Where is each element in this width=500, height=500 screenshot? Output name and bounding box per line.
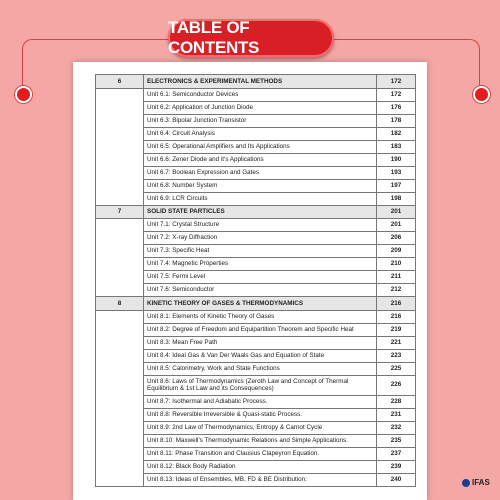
unit-page: 231 [377,408,416,421]
unit-row [96,284,416,297]
unit-row [96,140,416,153]
unit-row [96,323,416,336]
unit-row [96,310,416,323]
unit-page: 228 [377,395,416,408]
unit-page: 206 [377,232,416,245]
unit-page: 209 [377,245,416,258]
unit-page: 193 [377,166,416,179]
unit-row [96,375,416,395]
unit-title: Unit 8.6: Laws of Thermodynamics (Zeroth Law and Concept of Thermal Equilibrium & 1st Law and its Consequences) [144,375,377,395]
unit-page: 211 [377,271,416,284]
chapter-page: 201 [377,205,416,219]
chapter-page: 216 [377,297,416,311]
unit-page: 172 [377,88,416,101]
unit-title: Unit 6.1: Semiconductor Devices [144,88,377,101]
unit-page: 223 [377,349,416,362]
page-title: TABLE OF CONTENTS [168,18,260,57]
unit-page: 210 [377,258,416,271]
unit-title: Unit 7.6: Semiconductor [144,284,377,297]
unit-page: 176 [377,101,416,114]
unit-row [96,88,416,101]
unit-page: 190 [377,153,416,166]
unit-title: Unit 7.2: X-ray Diffraction [144,232,377,245]
unit-page: 178 [377,114,416,127]
unit-row [96,434,416,447]
unit-page: 201 [377,219,416,232]
unit-row [96,408,416,421]
chapter-title: SOLID STATE PARTICLES [144,205,377,219]
unit-row [96,179,416,192]
chapter-title: KINETIC THEORY OF GASES & THERMODYNAMICS [144,297,377,311]
unit-title: Unit 6.6: Zener Diode and it's Applications [144,153,377,166]
unit-title: Unit 8.12: Black Body Radiation [144,460,377,473]
unit-title: Unit 7.4: Magnetic Properties [144,258,377,271]
unit-row [96,127,416,140]
unit-title: Unit 8.4: Ideal Gas & Van Der Waals Gas and Equation of State [144,349,377,362]
unit-title: Unit 6.8: Number System [144,179,377,192]
unit-title: Unit 8.10: Maxwell's Thermodynamic Relations and Simple Applications. [144,434,377,447]
unit-page: 212 [377,284,416,297]
unit-row [96,473,416,486]
unit-page: 216 [377,310,416,323]
ifas-logo [462,478,490,487]
unit-row [96,101,416,114]
unit-title: Unit 6.9: LCR Circuits [144,192,377,205]
unit-page: 221 [377,336,416,349]
unit-page: 219 [377,323,416,336]
unit-title: Unit 7.1: Crystal Structure [144,219,377,232]
unit-title: Unit 8.9: 2nd Law of Thermodynamics, Entropy & Carnot Cycle [144,421,377,434]
contents-table [95,74,416,487]
unit-page: 232 [377,421,416,434]
chapter-spacer [96,88,144,205]
unit-title: Unit 8.13: Ideas of Ensembles, MB, FD & BE Distribution: [144,473,377,486]
unit-title: Unit 6.2: Application of Junction Diode [144,101,377,114]
unit-row [96,232,416,245]
unit-row [96,460,416,473]
unit-page: 183 [377,140,416,153]
unit-title: Unit 8.8: Reversible Irreversible & Quasi-static Process. [144,408,377,421]
contents-page [73,62,427,500]
title-banner [168,19,334,57]
unit-row [96,447,416,460]
unit-title: Unit 8.5: Calorimetry, Work and State Functions [144,362,377,375]
chapter-row [96,297,416,311]
unit-page: 198 [377,192,416,205]
unit-row [96,395,416,408]
chapter-number: 8 [96,297,144,311]
unit-title: Unit 8.3: Mean Free Path [144,336,377,349]
unit-title: Unit 8.7: Isothermal and Adiabatic Process. [144,395,377,408]
chapter-spacer [96,310,144,486]
unit-page: 197 [377,179,416,192]
logo-text: IFAS [472,478,490,487]
unit-row [96,271,416,284]
unit-page: 239 [377,460,416,473]
unit-row [96,166,416,179]
chapter-row [96,205,416,219]
unit-page: 235 [377,434,416,447]
chapter-spacer [96,219,144,297]
unit-row [96,349,416,362]
chapter-page: 172 [377,75,416,89]
unit-row [96,192,416,205]
unit-row [96,258,416,271]
unit-title: Unit 6.3: Bipolar Junction Transistor [144,114,377,127]
unit-page: 182 [377,127,416,140]
chapter-title: ELECTRONICS & EXPERIMENTAL METHODS [144,75,377,89]
unit-title: Unit 6.5: Operational Amplifiers and Its Applications [144,140,377,153]
chapter-number: 7 [96,205,144,219]
unit-row [96,245,416,258]
logo-mark-icon [462,479,470,487]
unit-page: 237 [377,447,416,460]
unit-page: 226 [377,375,416,395]
unit-title: Unit 7.3: Specific Heat [144,245,377,258]
unit-title: Unit 6.7: Boolean Expression and Gates [144,166,377,179]
unit-title: Unit 6.4: Circuit Analysis [144,127,377,140]
chapter-row [96,75,416,89]
unit-row [96,362,416,375]
right-dot-ornament [473,86,490,103]
unit-page: 240 [377,473,416,486]
unit-row [96,421,416,434]
unit-title: Unit 8.11: Phase Transition and Clausius Clapeyron Equation. [144,447,377,460]
left-dot-ornament [15,86,32,103]
chapter-number: 6 [96,75,144,89]
unit-title: Unit 8.2: Degree of Freedom and Equipartition Theorem and Specific Heat [144,323,377,336]
unit-row [96,219,416,232]
unit-title: Unit 7.5: Fermi Level [144,271,377,284]
unit-row [96,336,416,349]
unit-row [96,114,416,127]
unit-page: 225 [377,362,416,375]
unit-title: Unit 8.1: Elements of Kinetic Theory of Gases [144,310,377,323]
unit-row [96,153,416,166]
